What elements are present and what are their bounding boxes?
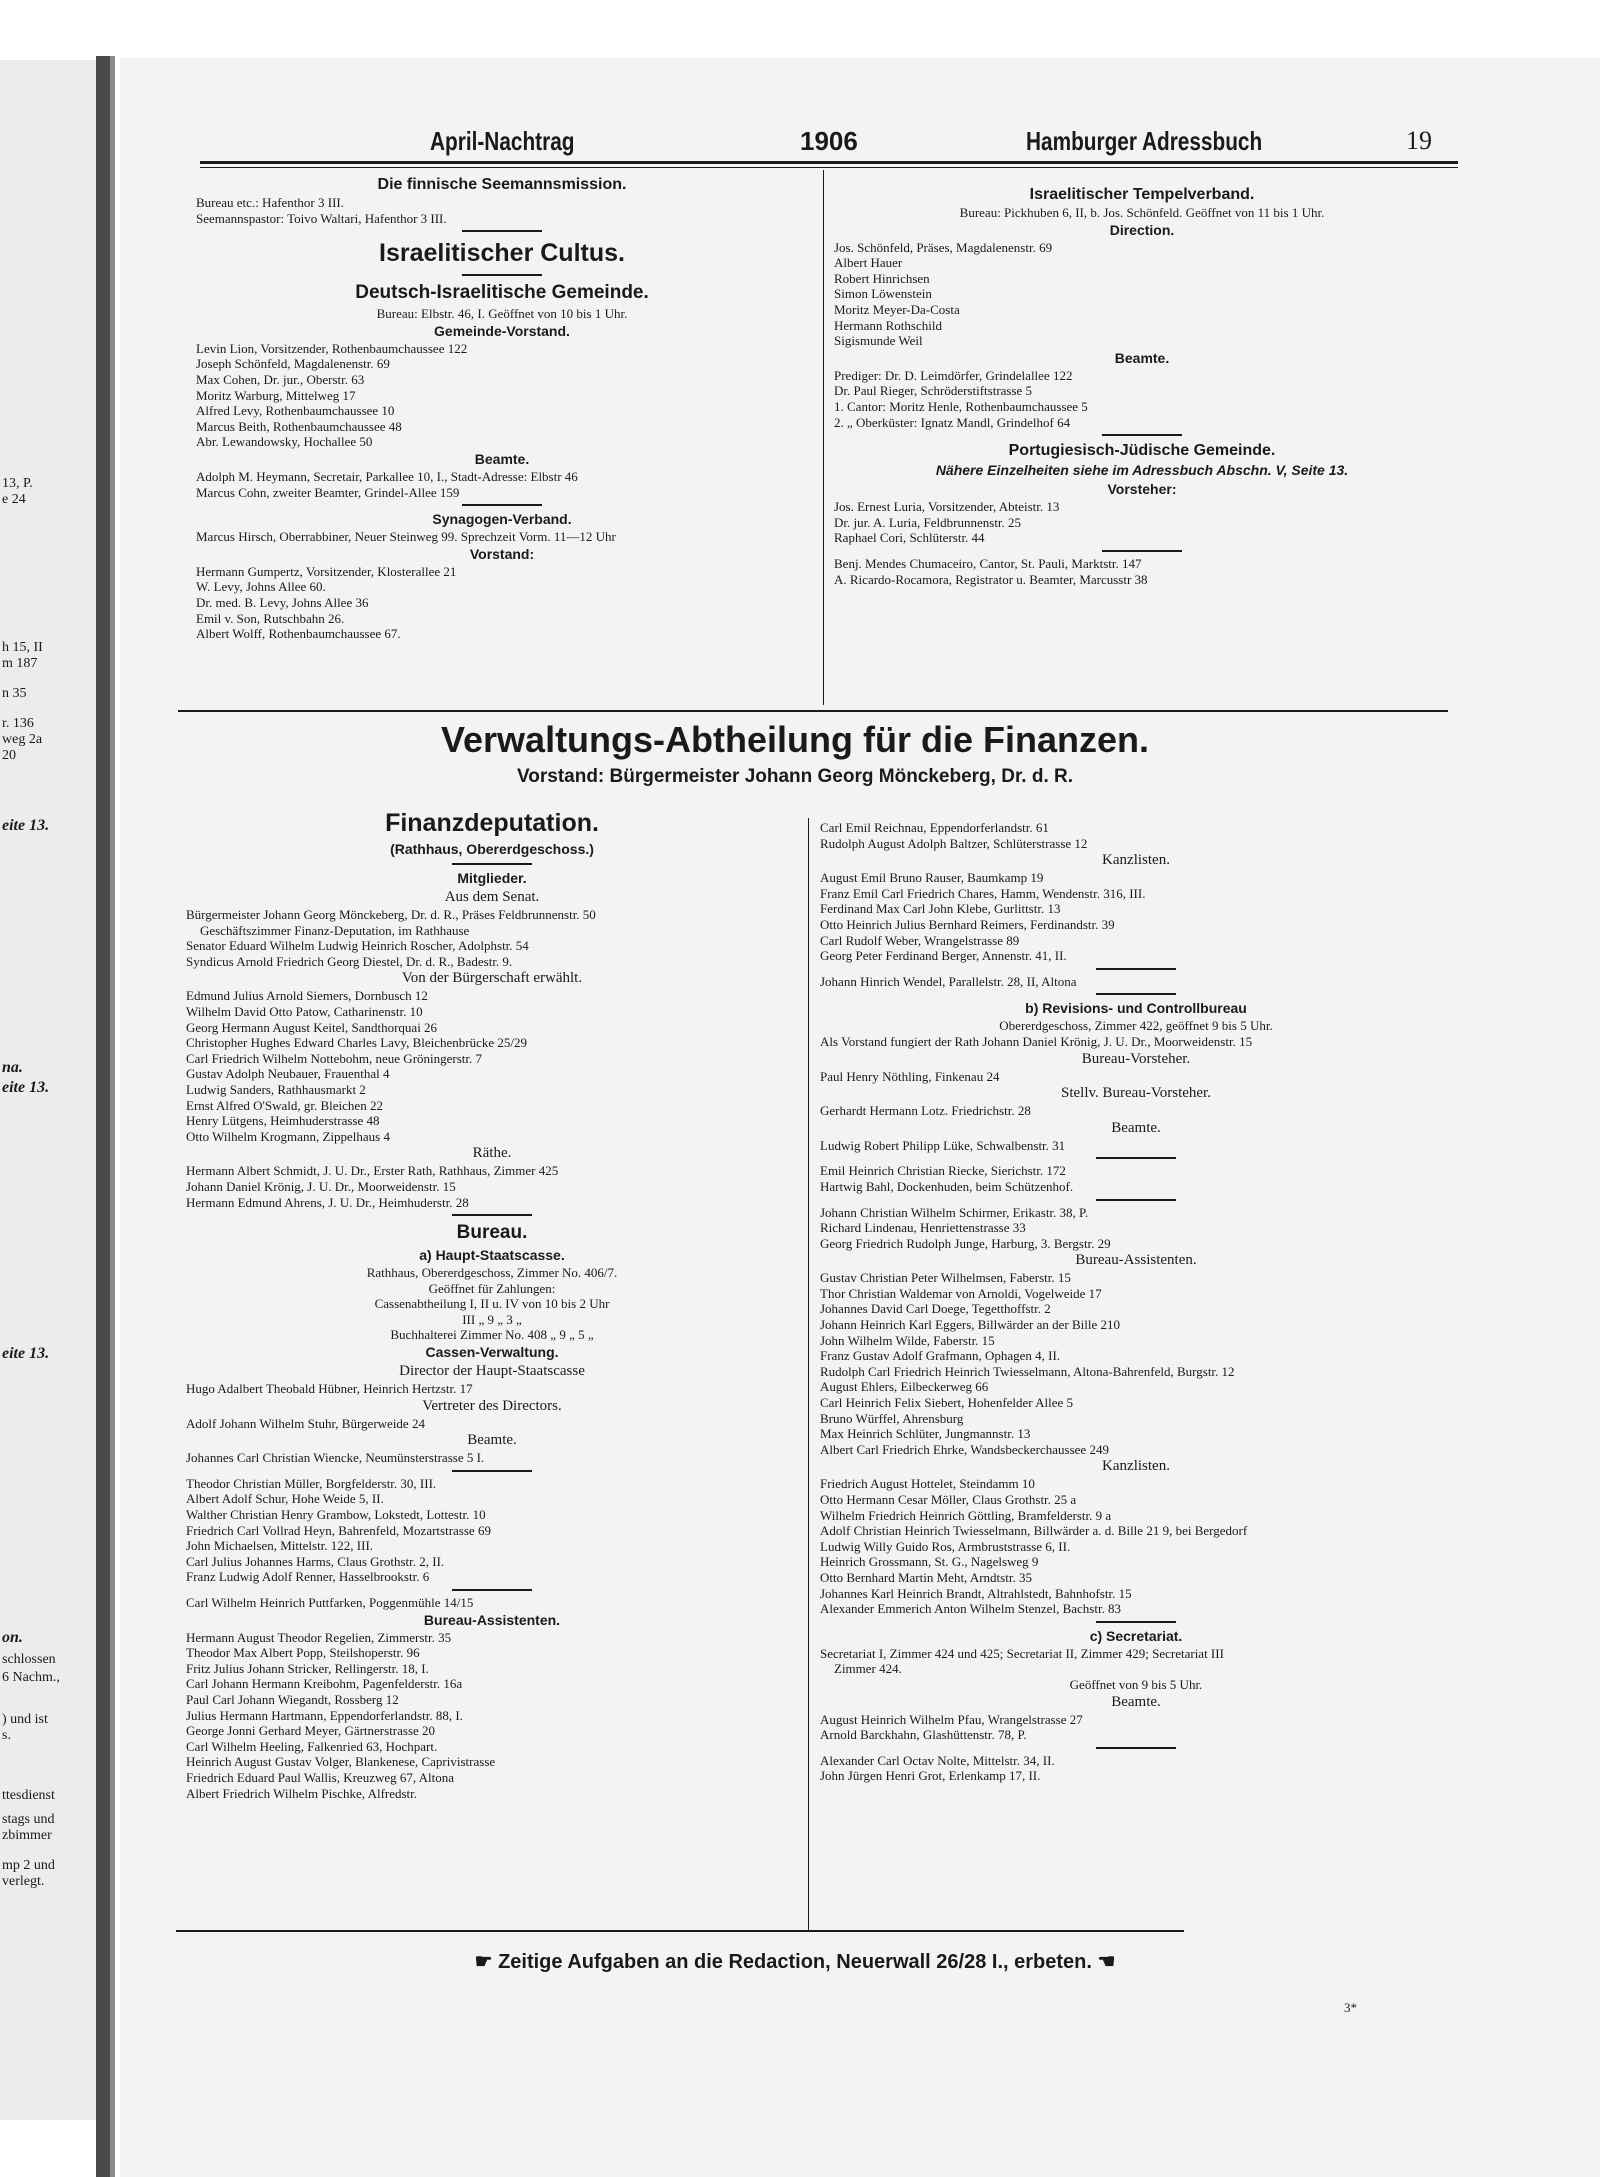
section-heading: Nähere Einzelheiten siehe im Adressbuch Abschn. V, Seite 13. xyxy=(935,462,1349,479)
entry-line: Joseph Schönfeld, Magdalenenstr. 69 xyxy=(196,356,390,372)
header-rule-bottom xyxy=(200,167,1458,168)
section-heading: Von der Bürgerschaft erwählt. xyxy=(401,970,583,987)
section-heading: (Rathhaus, Obererdgeschoss.) xyxy=(390,841,594,857)
entry-line: Ferdinand Max Carl John Klebe, Gurlittstr. 13 xyxy=(820,901,1061,917)
adjacent-page-fragment: zbimmer xyxy=(2,1828,52,1843)
entry-line: August Ehlers, Eilbeckerweg 66 xyxy=(820,1379,989,1395)
separator-rule xyxy=(820,1195,1452,1205)
entry-line: Ludwig Sanders, Rathhausmarkt 2 xyxy=(186,1081,366,1097)
entry-line: Benj. Mendes Chumaceiro, Cantor, St. Pauli, Marktstr. 147 xyxy=(834,555,1142,571)
entry-line: Albert Adolf Schur, Hohe Weide 5, II. xyxy=(186,1491,384,1507)
entry-line: Dr. jur. A. Luria, Feldbrunnenstr. 25 xyxy=(834,514,1022,530)
adjacent-page-fragment: m 187 xyxy=(2,656,38,671)
section-heading: Beamte. xyxy=(1111,1693,1161,1710)
section-heading: Bureau-Vorsteher. xyxy=(1081,1050,1191,1067)
column-top-left xyxy=(196,174,808,642)
adjacent-page-fragment: 20 xyxy=(2,748,16,763)
section-heading: Finanzdeputation. xyxy=(385,809,599,837)
entry-line: Paul Carl Johann Wiegandt, Rossberg 12 xyxy=(186,1691,399,1707)
adjacent-page-fragment: schlossen xyxy=(2,1652,56,1667)
entry-line: Adolph M. Heymann, Secretair, Parkallee 10, I., Stadt-Adresse: Elbstr 46 xyxy=(196,468,578,484)
section-heading: a) Haupt-Staatscasse. xyxy=(419,1247,565,1264)
separator-rule xyxy=(196,500,808,510)
column-bottom-right xyxy=(820,820,1452,1784)
section-heading: Die finnische Seemannsmission. xyxy=(377,176,627,193)
section-heading: Israelitischer Cultus. xyxy=(379,239,625,268)
separator-rule xyxy=(820,964,1452,974)
section-heading: Aus dem Senat. xyxy=(444,889,540,905)
adjacent-page-fragment: ) und ist xyxy=(2,1712,48,1727)
page-header xyxy=(200,122,1458,162)
entry-line: Max Heinrich Schlüter, Jungmannstr. 13 xyxy=(820,1426,1031,1442)
section-heading: Vorsteher: xyxy=(1107,481,1177,498)
entry-line: Abr. Lewandowsky, Hochallee 50 xyxy=(196,434,373,450)
entry-line: Hermann August Theodor Regelien, Zimmerstr. 35 xyxy=(186,1629,452,1645)
section-heading: Bureau-Assistenten. xyxy=(423,1611,561,1628)
adjacent-page-fragment: weg 2a xyxy=(2,732,43,747)
bottom-rule xyxy=(176,1930,1184,1932)
entry-line: Walther Christian Henry Grambow, Lokstedt, Lottestr. 10 xyxy=(186,1507,486,1523)
entry-line: Bürgermeister Johann Georg Mönckeberg, Dr. d. R., Präses Feldbrunnenstr. 50 xyxy=(186,907,596,922)
entry-line: Johannes David Carl Doege, Tegetthoffstr. 2 xyxy=(820,1301,1051,1317)
adjacent-page-fragment: eite 13. xyxy=(2,1345,50,1362)
entry-line: Carl Wilhelm Heeling, Falkenried 63, Hochpart. xyxy=(186,1738,438,1754)
entry-line: Carl Wilhelm Heinrich Puttfarken, Poggenmühle 14/15 xyxy=(186,1595,474,1610)
entry-line: Ernst Alfred O'Swald, gr. Bleichen 22 xyxy=(186,1097,383,1113)
entry-line: Prediger: Dr. D. Leimdörfer, Grindelallee 122 xyxy=(834,367,1073,383)
separator-rule xyxy=(186,1585,798,1595)
entry-line: Wilhelm David Otto Patow, Catharinenstr. 10 xyxy=(186,1003,423,1019)
entry-line: Cassenabtheilung I, II u. IV von 10 bis 2 Uhr xyxy=(374,1296,610,1312)
entry-line: Jos. Ernest Luria, Vorsitzender, Abteistr. 13 xyxy=(834,499,1060,515)
entry-line: Secretariat I, Zimmer 424 und 425; Secretariat II, Zimmer 429; Secretariat III xyxy=(820,1645,1224,1661)
section-heading: Deutsch-Israelitische Gemeinde. xyxy=(355,282,649,304)
entry-line: A. Ricardo-Rocamora, Registrator u. Beamter, Marcusstr 38 xyxy=(834,571,1148,587)
entry-line: Senator Eduard Wilhelm Ludwig Heinrich Roscher, Adolphstr. 54 xyxy=(186,938,529,954)
entry-line: Otto Heinrich Julius Bernhard Reimers, Ferdinandstr. 39 xyxy=(820,916,1115,932)
separator-rule xyxy=(186,1210,798,1220)
section-heading: Stellv. Bureau-Vorsteher. xyxy=(1061,1085,1211,1102)
entry-line: Friedrich Carl Vollrad Heyn, Bahrenfeld, Mozartstrasse 69 xyxy=(186,1522,491,1538)
adjacent-page-fragment: stags und xyxy=(2,1812,55,1827)
entry-line: Arnold Barckhahn, Glashüttenstr. 78, P. xyxy=(820,1727,1027,1743)
entry-line: Friedrich Eduard Paul Wallis, Kreuzweg 67, Altona xyxy=(186,1769,455,1785)
entry-line: Gerhardt Hermann Lotz. Friedrichstr. 28 xyxy=(820,1103,1031,1119)
entry-line: Heinrich Grossmann, St. G., Nagelsweg 9 xyxy=(820,1554,1039,1570)
entry-line: Christopher Hughes Edward Charles Lavy, Bleichenbrücke 25/29 xyxy=(186,1035,528,1051)
entry-line: Johann Heinrich Karl Eggers, Billwärder an der Bille 210 xyxy=(820,1317,1120,1333)
entry-line: Rudolph August Adolph Baltzer, Schlüterstrasse 12 xyxy=(820,835,1088,851)
entry-line: George Jonni Gerhard Meyer, Gärtnerstrasse 20 xyxy=(186,1723,436,1739)
section-heading: Vertreter des Directors. xyxy=(422,1397,562,1414)
entry-line: Robert Hinrichsen xyxy=(834,270,930,286)
section-heading: Beamte. xyxy=(467,1432,517,1449)
entry-line: Hermann Rothschild xyxy=(834,317,942,333)
entry-line: Johann Hinrich Wendel, Parallelstr. 28, II, Altona xyxy=(820,973,1077,989)
adjacent-page-fragment: on. xyxy=(2,1629,23,1646)
entry-line: Alexander Emmerich Anton Wilhelm Stenzel, Bachstr. 83 xyxy=(820,1601,1122,1617)
entry-line: Bureau: Elbstr. 46, I. Geöffnet von 10 bis 1 Uhr. xyxy=(376,306,628,322)
entry-line: Marcus Hirsch, Oberrabbiner, Neuer Steinweg 99. Sprechzeit Vorm. 11—12 Uhr xyxy=(196,529,616,545)
entry-line: Theodor Christian Müller, Borgfelderstr. 30, III. xyxy=(186,1475,437,1491)
entry-line: Adolf Johann Wilhelm Stuhr, Bürgerweide 24 xyxy=(186,1415,425,1431)
page-number: 19 xyxy=(1406,126,1432,155)
entry-line: Emil Heinrich Christian Riecke, Sierichstr. 172 xyxy=(820,1163,1066,1179)
entry-line: Moritz Warburg, Mittelweg 17 xyxy=(196,387,356,403)
signature-mark: 3* xyxy=(1344,2000,1357,2015)
column-bottom-left xyxy=(186,806,798,1801)
entry-line: John Jürgen Henri Grot, Erlenkamp 17, II. xyxy=(820,1768,1041,1784)
entry-line: August Heinrich Wilhelm Pfau, Wrangelstrasse 27 xyxy=(820,1711,1083,1727)
entry-line: Dr. Paul Rieger, Schröderstiftstrasse 5 xyxy=(834,383,1033,399)
section-heading: Räthe. xyxy=(472,1145,512,1162)
entry-line: Raphael Cori, Schlüterstr. 44 xyxy=(834,530,985,546)
entry-line: Heinrich August Gustav Volger, Blankenese, Caprivistrasse xyxy=(186,1754,496,1770)
entry-line: Carl Johann Hermann Kreibohm, Pagenfelderstr. 16a xyxy=(186,1676,463,1692)
entry-line: Carl Rudolf Weber, Wrangelstrasse 89 xyxy=(820,932,1020,948)
entry-line: Fritz Julius Johann Stricker, Rellingerstr. 18, I. xyxy=(186,1660,429,1676)
separator-rule xyxy=(196,226,808,236)
section-heading: Kanzlisten. xyxy=(1102,1458,1170,1475)
entry-line: Henry Lütgens, Heimhuderstrasse 48 xyxy=(186,1113,380,1129)
entry-line: Jos. Schönfeld, Präses, Magdalenenstr. 69 xyxy=(834,239,1053,255)
adjacent-page-fragment: na. xyxy=(2,1059,23,1076)
separator-rule xyxy=(834,546,1450,556)
section-heading: Portugiesisch-Jüdische Gemeinde. xyxy=(1008,442,1276,460)
entry-line: Dr. med. B. Levy, Johns Allee 36 xyxy=(196,594,369,610)
book-spine-shadow xyxy=(110,56,115,2177)
entry-line: Carl Heinrich Felix Siebert, Hohenfelder Allee 5 xyxy=(820,1395,1074,1411)
adjacent-page-fragment: ttesdienst xyxy=(2,1788,55,1803)
entry-line: Als Vorstand fungiert der Rath Johann Daniel Krönig, J. U. Dr., Moorweidenstr. 15 xyxy=(820,1033,1253,1049)
entry-line: 1. Cantor: Moritz Henle, Rothenbaumchaussee 5 xyxy=(834,398,1088,414)
separator-rule xyxy=(820,1743,1452,1753)
section-heading: Beamte. xyxy=(474,450,530,467)
section-heading: Kanzlisten. xyxy=(1102,852,1170,869)
adjacent-page-fragment: n 35 xyxy=(2,686,27,701)
entry-line: Marcus Cohn, zweiter Beamter, Grindel-Allee 159 xyxy=(196,484,460,500)
book-spine xyxy=(96,56,110,2177)
entry-line: Geöffnet von 9 bis 5 Uhr. xyxy=(1069,1676,1203,1692)
separator-rule xyxy=(820,1617,1452,1627)
adjacent-page-fragment: h 15, II xyxy=(2,640,43,655)
column-top-right xyxy=(834,184,1450,587)
section-heading: Bureau-Assistenten. xyxy=(1075,1252,1197,1269)
entry-line: Franz Emil Carl Friedrich Chares, Hamm, Wendenstr. 316, III. xyxy=(820,885,1146,901)
entry-line: Albert Carl Friedrich Ehrke, Wandsbeckerchaussee 249 xyxy=(820,1441,1109,1457)
entry-line: Albert Wolff, Rothenbaumchaussee 67. xyxy=(196,626,401,642)
section-heading: b) Revisions- und Controllbureau xyxy=(1025,1000,1247,1017)
section-heading: Synagogen-Verband. xyxy=(432,511,572,528)
entry-line: Gustav Christian Peter Wilhelmsen, Faberstr. 15 xyxy=(820,1270,1071,1286)
entry-line: Bruno Würffel, Ahrensburg xyxy=(820,1410,964,1426)
entry-line: Carl Emil Reichnau, Eppendorferlandstr. 61 xyxy=(820,820,1049,835)
adjacent-page-fragment: 13, P. xyxy=(2,476,33,491)
entry-line: Johann Christian Wilhelm Schirmer, Erikastr. 38, P. xyxy=(820,1204,1089,1220)
entry-line: Emil v. Son, Rutschbahn 26. xyxy=(196,610,345,626)
entry-line: Otto Hermann Cesar Möller, Claus Grothstr. 25 a xyxy=(820,1492,1077,1507)
adjacent-page-fragment: eite 13. xyxy=(2,1079,50,1096)
entry-line: Obererdgeschoss, Zimmer 422, geöffnet 9 bis 5 Uhr. xyxy=(999,1018,1273,1034)
entry-line: Hermann Gumpertz, Vorsitzender, Klosterallee 21 xyxy=(196,563,457,579)
entry-line: Albert Friedrich Wilhelm Pischke, Alfredstr. xyxy=(186,1785,418,1801)
entry-line: Ludwig Willy Guido Ros, Armbruststrasse 6, II. xyxy=(820,1538,1071,1554)
header-year: 1906 xyxy=(800,126,858,156)
entry-line: Levin Lion, Vorsitzender, Rothenbaumchaussee 122 xyxy=(196,340,468,356)
adjacent-page-fragment: verlegt. xyxy=(2,1874,45,1889)
entry-line: Carl Friedrich Wilhelm Nottebohm, neue Gröningerstr. 7 xyxy=(186,1050,483,1066)
separator-rule xyxy=(820,1153,1452,1163)
entry-line: Buchhalterei Zimmer No. 408 „ 9 „ 5 „ xyxy=(390,1327,594,1343)
section-title: Verwaltungs-Abtheilung für die Finanzen. xyxy=(440,719,1150,760)
section-heading: Vorstand: xyxy=(469,545,535,562)
entry-line: Wilhelm Friedrich Heinrich Göttling, Bramfelderstr. 9 a xyxy=(820,1507,1112,1523)
adjacent-page-edge xyxy=(0,60,96,2120)
column-divider-bottom xyxy=(808,818,809,1930)
entry-line: Georg Hermann August Keitel, Sandthorquai 26 xyxy=(186,1019,438,1035)
entry-line: Julius Hermann Hartmann, Eppendorferlandstr. 88, I. xyxy=(186,1707,463,1723)
separator-rule xyxy=(186,859,798,869)
entry-line: Rathhaus, Obererdgeschoss, Zimmer No. 406/7. xyxy=(366,1265,618,1281)
adjacent-page-fragment: e 24 xyxy=(2,492,26,507)
adjacent-page-fragment: s. xyxy=(2,1728,11,1743)
entry-line: Hartwig Bahl, Dockenhuden, beim Schützenhof. xyxy=(820,1178,1074,1194)
entry-line: Bureau etc.: Hafenthor 3 III. xyxy=(196,195,344,210)
section-heading: Israelitischer Tempelverband. xyxy=(1029,186,1255,203)
entry-line: Hugo Adalbert Theobald Hübner, Heinrich Hertzstr. 17 xyxy=(186,1381,473,1397)
adjacent-page-fragment: eite 13. xyxy=(2,817,50,834)
entry-line: Hermann Edmund Ahrens, J. U. Dr., Heimhuderstr. 28 xyxy=(186,1194,469,1210)
entry-line: Franz Ludwig Adolf Renner, Hasselbrookstr. 6 xyxy=(186,1569,430,1585)
entry-line: John Wilhelm Wilde, Faberstr. 15 xyxy=(820,1332,995,1348)
separator-rule xyxy=(834,430,1450,440)
entry-line: Otto Wilhelm Krogmann, Zippelhaus 4 xyxy=(186,1128,390,1144)
entry-line: Johannes Carl Christian Wiencke, Neumünsterstrasse 5 I. xyxy=(186,1450,485,1466)
entry-line: Thor Christian Waldemar von Arnoldi, Vogelweide 17 xyxy=(820,1285,1102,1301)
entry-line: Seemannspastor: Toivo Waltari, Hafenthor 3 III. xyxy=(196,210,447,226)
entry-line: Richard Lindenau, Henriettenstrasse 33 xyxy=(820,1220,1026,1236)
entry-line: Moritz Meyer-Da-Costa xyxy=(834,301,960,317)
section-heading: Mitglieder. xyxy=(457,870,527,886)
section-heading: Beamte. xyxy=(1111,1119,1161,1136)
section-heading: Beamte. xyxy=(1114,349,1170,366)
header-left: April-Nachtrag xyxy=(430,126,575,156)
section-heading: Director der Haupt-Staatscasse xyxy=(399,1363,585,1380)
entry-line: W. Levy, Johns Allee 60. xyxy=(196,579,326,595)
section-heading: c) Secretariat. xyxy=(1089,1627,1183,1644)
entry-line: Theodor Max Albert Popp, Steilshoperstr. 96 xyxy=(186,1645,420,1661)
entry-line: Paul Henry Nöthling, Finkenau 24 xyxy=(820,1068,1000,1084)
entry-line: 2. „ Oberküster: Ignatz Mandl, Grindelhof 64 xyxy=(834,414,1071,430)
entry-line: Sigismunde Weil xyxy=(834,333,923,349)
entry-line: Alfred Levy, Rothenbaumchaussee 10 xyxy=(196,403,395,419)
adjacent-page-fragment: r. 136 xyxy=(2,716,34,731)
entry-line: Marcus Beith, Rothenbaumchaussee 48 xyxy=(196,418,402,434)
header-title: Hamburger Adressbuch xyxy=(1026,126,1263,156)
section-heading: Bureau. xyxy=(456,1222,528,1244)
entry-line: Zimmer 424. xyxy=(834,1661,902,1677)
entry-line: Georg Friedrich Rudolph Junge, Harburg, 3. Bergstr. 29 xyxy=(820,1235,1111,1251)
section-subtitle: Vorstand: Bürgermeister Johann Georg Mönckeberg, Dr. d. R. xyxy=(516,766,1074,787)
entry-line: Albert Hauer xyxy=(834,255,903,271)
entry-line: Otto Bernhard Martin Meht, Arndtstr. 35 xyxy=(820,1569,1032,1585)
section-heading: Gemeinde-Vorstand. xyxy=(434,322,570,339)
section-rule-top xyxy=(178,710,1448,712)
separator-rule xyxy=(820,989,1452,999)
adjacent-page-fragment: mp 2 und xyxy=(2,1858,55,1873)
entry-line: Franz Gustav Adolf Grafmann, Ophagen 4, II. xyxy=(820,1348,1061,1364)
column-divider-top xyxy=(823,170,824,705)
entry-line: III „ 9 „ 3 „ xyxy=(462,1311,522,1327)
entry-line: August Emil Bruno Rauser, Baumkamp 19 xyxy=(820,870,1044,886)
entry-line: Ludwig Robert Philipp Lüke, Schwalbenstr. 31 xyxy=(820,1137,1066,1153)
entry-line: Friedrich August Hottelet, Steindamm 10 xyxy=(820,1476,1035,1492)
entry-line: Adolf Christian Heinrich Twiesselmann, Billwärder a. d. Bille 21 9, bei Bergedorf xyxy=(820,1523,1248,1539)
entry-line: Max Cohen, Dr. jur., Oberstr. 63 xyxy=(196,371,365,387)
entry-line: Carl Julius Johannes Harms, Claus Grothstr. 2, II. xyxy=(186,1553,445,1569)
separator-rule xyxy=(196,270,808,280)
section-heading: Cassen-Verwaltung. xyxy=(425,1344,559,1361)
entry-line: Rudolph Carl Friedrich Heinrich Twiesselmann, Altona-Bahrenfeld, Burgstr. 12 xyxy=(820,1363,1235,1379)
entry-line: Geschäftszimmer Finanz-Deputation, im Rathhause xyxy=(200,922,470,938)
entry-line: Simon Löwenstein xyxy=(834,286,932,302)
entry-line: Alexander Carl Octav Nolte, Mittelstr. 34, II. xyxy=(820,1752,1055,1768)
adjacent-page-fragment: 6 Nachm., xyxy=(2,1670,60,1685)
entry-line: Geöffnet für Zahlungen: xyxy=(428,1280,556,1296)
entry-line: Johannes Karl Heinrich Brandt, Altrahlstedt, Bahnhofstr. 15 xyxy=(820,1585,1132,1601)
entry-line: Gustav Adolph Neubauer, Frauenthal 4 xyxy=(186,1066,390,1082)
entry-line: Bureau: Pickhuben 6, II, b. Jos. Schönfeld. Geöffnet von 11 bis 1 Uhr. xyxy=(959,205,1325,220)
separator-rule xyxy=(186,1466,798,1476)
entry-line: Johann Daniel Krönig, J. U. Dr., Moorweidenstr. 15 xyxy=(186,1178,456,1194)
header-rule-top xyxy=(200,161,1458,164)
entry-line: Edmund Julius Arnold Siemers, Dornbusch 12 xyxy=(186,988,428,1004)
footer-notice: ☛ Zeitige Aufgaben an die Redaction, Neuerwall 26/28 I., erbeten. ☚ xyxy=(474,1951,1116,1973)
entry-line: Syndicus Arnold Friedrich Georg Diestel, Dr. d. R., Badestr. 9. xyxy=(186,953,513,969)
entry-line: John Michaelsen, Mittelstr. 122, III. xyxy=(186,1538,374,1554)
section-heading: Direction. xyxy=(1109,221,1175,238)
entry-line: Hermann Albert Schmidt, J. U. Dr., Erster Rath, Rathhaus, Zimmer 425 xyxy=(186,1163,559,1179)
entry-line: Georg Peter Ferdinand Berger, Annenstr. 41, II. xyxy=(820,948,1067,964)
